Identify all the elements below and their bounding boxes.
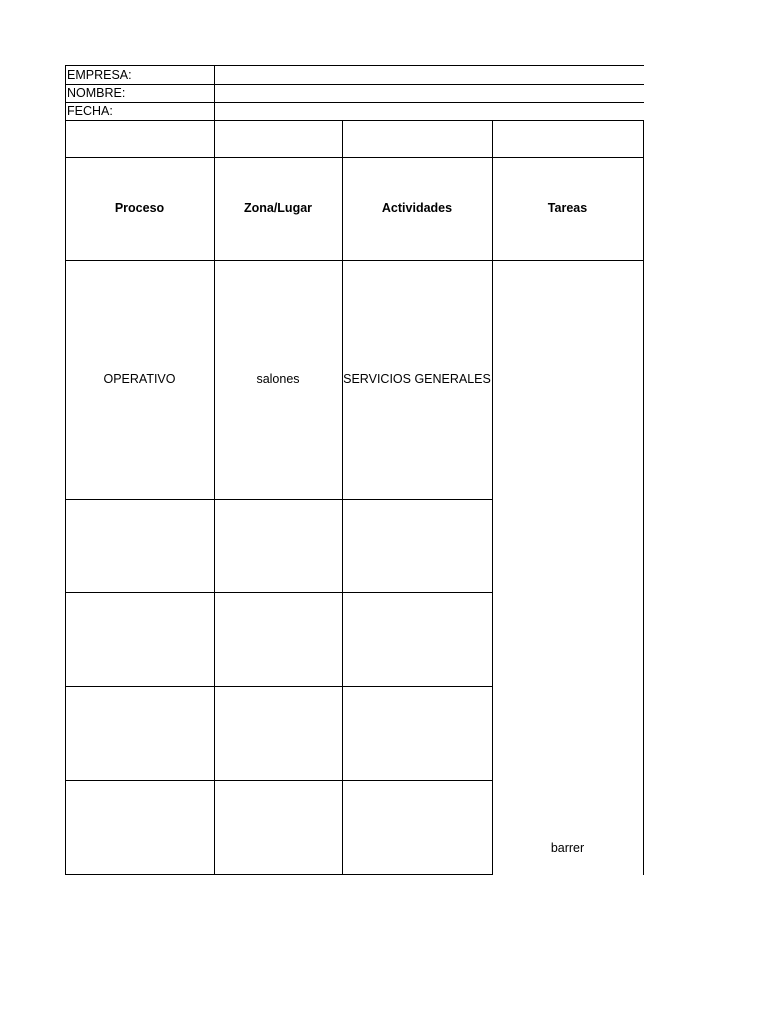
column-header-zona-lugar: Zona/Lugar <box>243 201 313 215</box>
grid-line <box>65 874 493 875</box>
grid-line <box>342 120 343 875</box>
cell-actividades: SERVICIOS GENERALES <box>343 372 491 386</box>
cell-tareas: barrer <box>550 841 585 855</box>
grid-line <box>65 499 493 500</box>
grid-line <box>65 686 493 687</box>
grid-line <box>65 260 644 261</box>
cell-proceso: OPERATIVO <box>103 372 176 386</box>
grid-line <box>65 780 493 781</box>
cell-zona: salones <box>256 372 300 386</box>
grid-line <box>492 120 493 875</box>
nombre-label: NOMBRE: <box>67 86 126 100</box>
grid-line <box>65 157 644 158</box>
grid-line <box>214 65 215 875</box>
column-header-tareas: Tareas <box>547 201 588 215</box>
column-header-actividades: Actividades <box>381 201 453 215</box>
fecha-label: FECHA: <box>67 104 113 118</box>
grid-line <box>65 84 644 85</box>
grid-line <box>65 592 493 593</box>
column-header-proceso: Proceso <box>114 201 165 215</box>
grid-line <box>643 120 644 875</box>
empresa-label: EMPRESA: <box>67 68 132 82</box>
grid-line <box>65 120 644 121</box>
grid-line <box>65 65 644 66</box>
grid-line <box>65 65 66 875</box>
grid-line <box>65 102 644 103</box>
